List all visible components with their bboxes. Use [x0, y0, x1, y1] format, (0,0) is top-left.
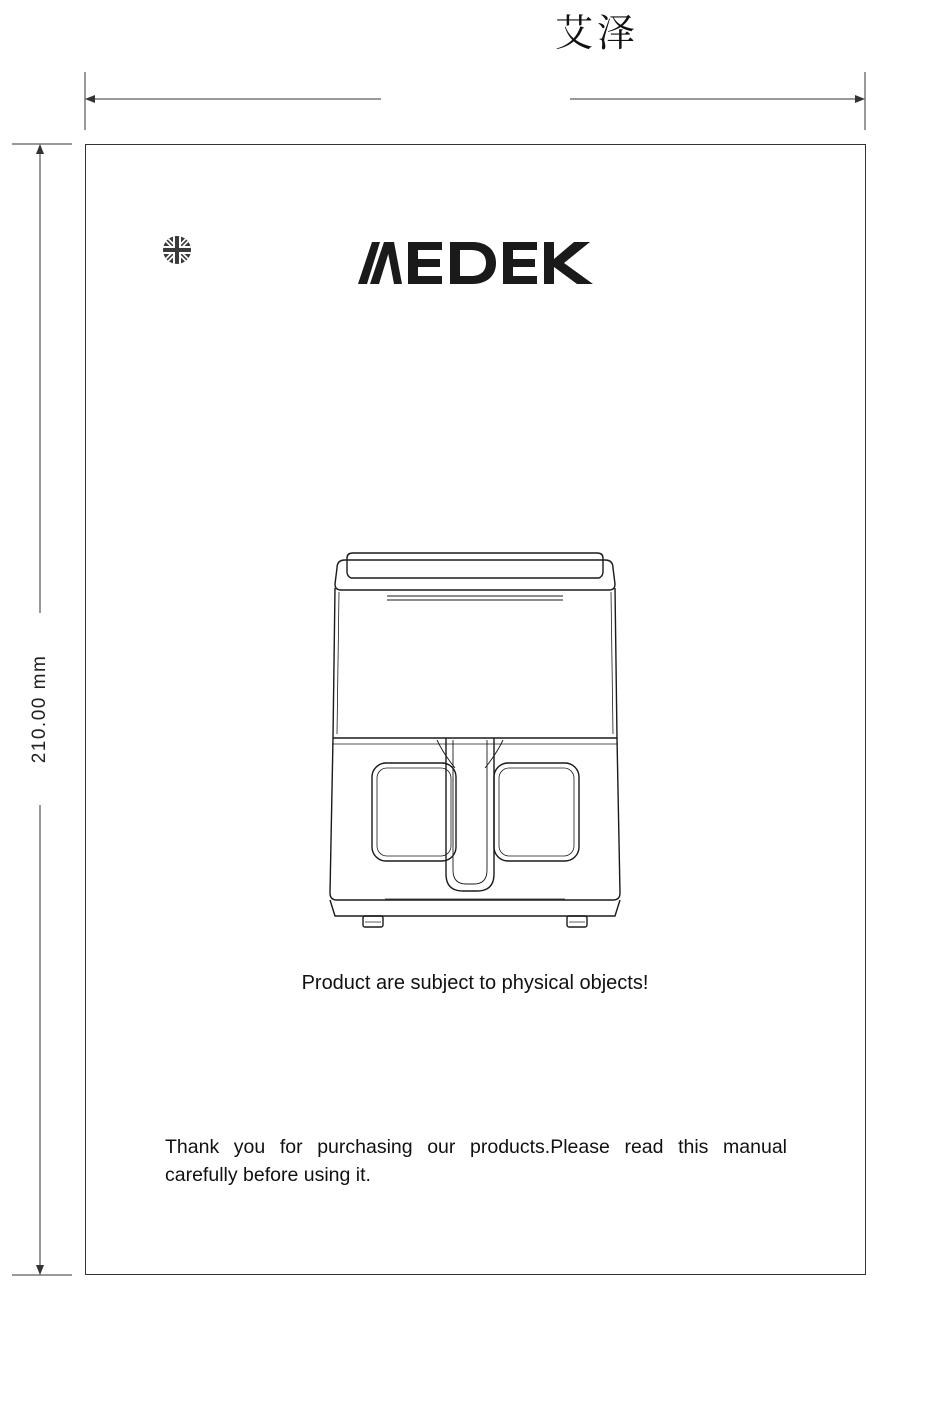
intro-paragraph: Thank you for purchasing our products.Please read this manual carefully before using it.	[165, 1136, 787, 1186]
height-arrow-bottom	[36, 1265, 44, 1275]
height-dimension-label: 210.00 mm	[29, 654, 50, 764]
width-arrow-left	[85, 95, 95, 103]
brand-logo	[356, 236, 596, 286]
height-arrow-top	[36, 144, 44, 154]
header-cjk-text: 艾泽	[555, 11, 640, 55]
air-fryer-illustration	[325, 548, 625, 934]
product-disclaimer: Product are subject to physical objects!	[301, 972, 649, 994]
uk-flag-icon	[162, 235, 192, 265]
width-arrow-right	[855, 95, 865, 103]
